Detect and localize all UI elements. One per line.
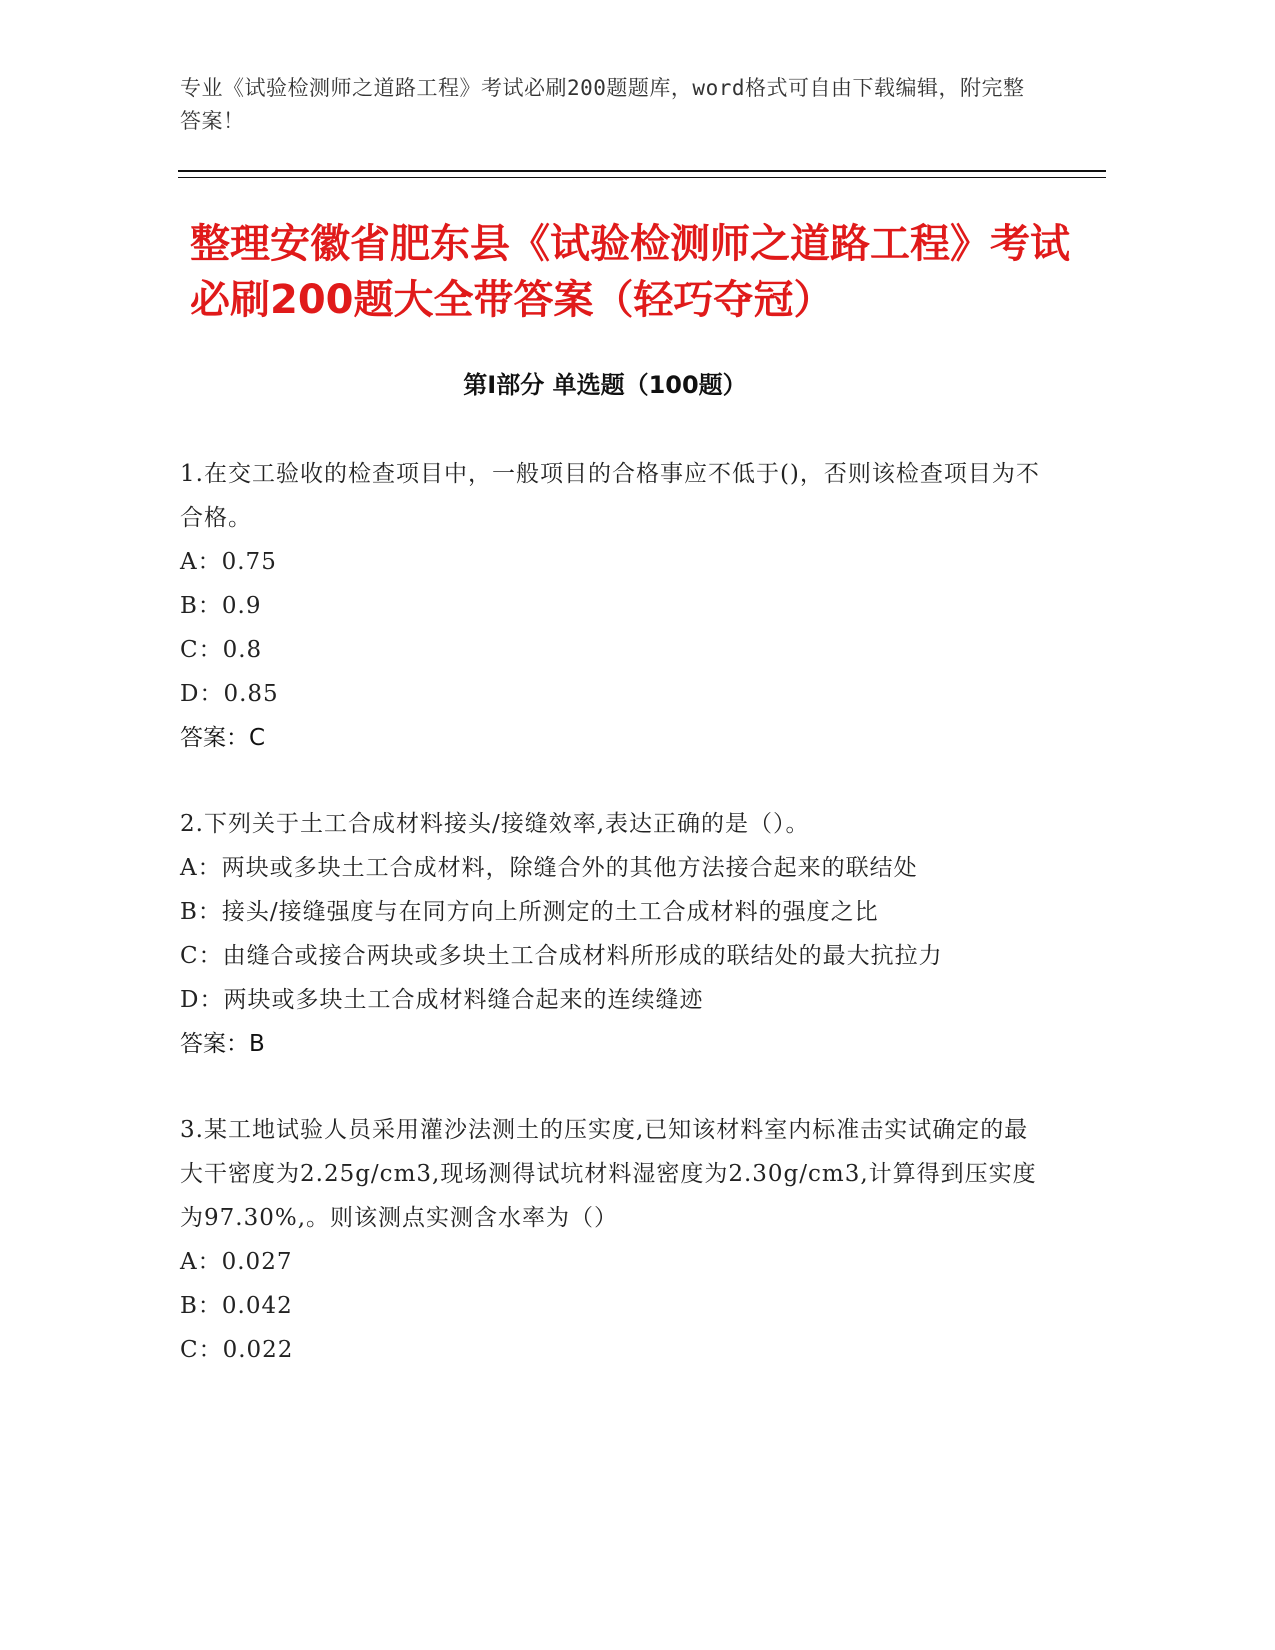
header-note: 专业《试验检测师之道路工程》考试必刷200题题库，word格式可自由下载编辑，附完整答案！: [180, 76, 1025, 133]
header-divider-thin: [178, 177, 1106, 178]
option-a: A：0.75: [180, 549, 277, 575]
option-b: B：0.9: [180, 593, 262, 619]
question-3: [180, 1108, 1050, 1372]
question-1: [180, 452, 1050, 760]
question-text: 1.在交工验收的检查项目中，一般项目的合格事应不低于()，否则该检查项目为不合格。: [180, 461, 1040, 531]
option-a: A：两块或多块土工合成材料，除缝合外的其他方法接合起来的联结处: [180, 855, 918, 881]
option-c: C：由缝合或接合两块或多块土工合成材料所形成的联结处的最大抗拉力: [180, 943, 943, 969]
header-divider-thick: [178, 170, 1106, 172]
option-b: B：接头/接缝强度与在同方向上所测定的土工合成材料的强度之比: [180, 899, 879, 925]
section-heading: 第Ⅰ部分 单选题（100题）: [463, 371, 747, 399]
question-2: [180, 802, 1050, 1066]
option-d: D：0.85: [180, 681, 279, 707]
document-title: 整理安徽省肥东县《试验检测师之道路工程》考试必刷200题大全带答案（轻巧夺冠）: [190, 221, 1070, 323]
question-list: [180, 452, 1050, 1414]
question-text: 2.下列关于土工合成材料接头/接缝效率,表达正确的是（）。: [180, 811, 810, 837]
option-c: C：0.022: [180, 1337, 294, 1363]
option-a: A：0.027: [180, 1249, 293, 1275]
answer: 答案：B: [180, 1031, 265, 1057]
option-d: D：两块或多块土工合成材料缝合起来的连续缝迹: [180, 987, 704, 1013]
answer: 答案：C: [180, 725, 266, 751]
question-text: 3.某工地试验人员采用灌沙法测土的压实度,已知该材料室内标准击实试确定的最大干密度为2.25g/cm3,现场测得试坑材料湿密度为2.30g/cm3,计算得到压实度为97.30%,。则该测点实测含水率为（）: [180, 1117, 1037, 1231]
option-c: C：0.8: [180, 637, 263, 663]
option-b: B：0.042: [180, 1293, 293, 1319]
